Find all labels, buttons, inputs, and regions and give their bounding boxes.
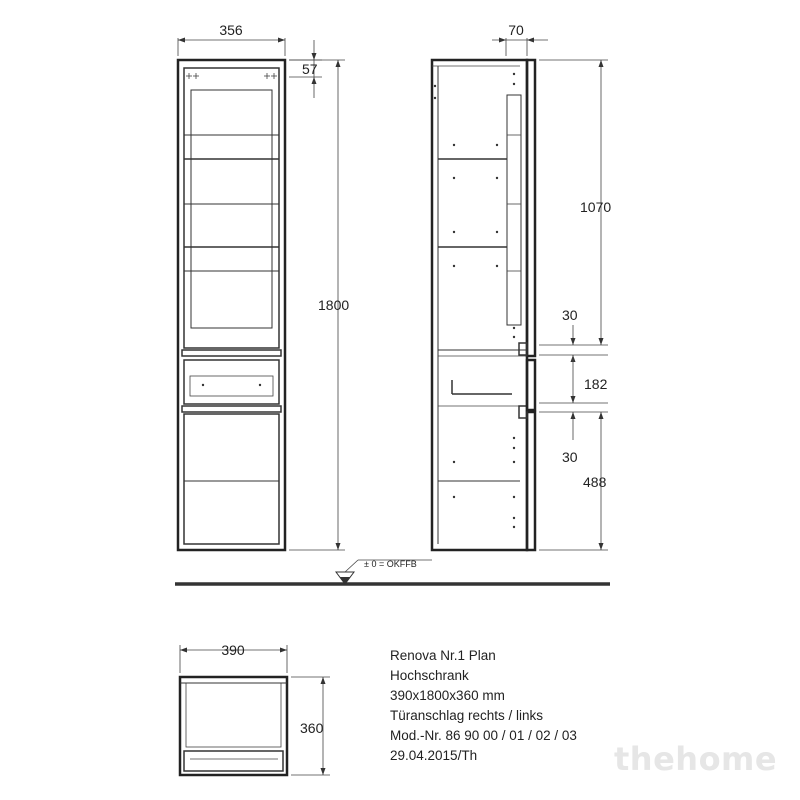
product-name: Renova Nr.1 Plan bbox=[390, 648, 496, 663]
plan-outline bbox=[180, 677, 287, 775]
floor-line bbox=[175, 559, 610, 584]
plan-inner bbox=[186, 683, 281, 747]
front-lower-door bbox=[184, 414, 279, 544]
front-cabinet-outline bbox=[178, 60, 285, 550]
front-drawer bbox=[184, 360, 279, 404]
hinge-marks bbox=[186, 73, 277, 79]
front-view bbox=[178, 60, 285, 550]
front-drawer-rail-bottom bbox=[182, 406, 281, 412]
dim-plan-width: 390 bbox=[221, 642, 245, 658]
side-drawer-front bbox=[527, 360, 535, 410]
watermark-logo: thehome bbox=[614, 740, 778, 778]
model-numbers: Mod.-Nr. 86 90 00 / 01 / 02 / 03 bbox=[390, 728, 577, 743]
product-type: Hochschrank bbox=[390, 668, 469, 683]
front-dimensions bbox=[178, 22, 349, 550]
front-drawer-rail-top bbox=[182, 350, 281, 356]
product-size: 390x1800x360 mm bbox=[390, 688, 505, 703]
plan-door bbox=[184, 751, 283, 771]
side-glass-door bbox=[507, 95, 521, 325]
dim-top-offset: 57 bbox=[302, 61, 318, 77]
dim-gap-lower: 30 bbox=[562, 449, 578, 465]
door-hinge-note: Türanschlag rechts / links bbox=[390, 708, 544, 723]
dim-plan-depth: 360 bbox=[300, 720, 324, 736]
dim-front-width: 356 bbox=[219, 22, 243, 38]
floor-level-label: ± 0 = OKFFB bbox=[364, 559, 417, 569]
dim-upper-height: 1070 bbox=[580, 199, 612, 215]
dim-lower-height: 488 bbox=[583, 474, 607, 490]
shelf-pins bbox=[434, 73, 515, 528]
dim-gap-upper: 30 bbox=[562, 307, 578, 323]
side-door-lower bbox=[527, 412, 535, 550]
dim-total-height: 1800 bbox=[318, 297, 350, 313]
front-glass-pane bbox=[191, 90, 272, 328]
product-info-block bbox=[390, 646, 577, 766]
dim-drawer-height: 182 bbox=[584, 376, 608, 392]
plan-view bbox=[180, 642, 330, 775]
side-cabinet-outline bbox=[432, 60, 527, 550]
front-glass-door bbox=[184, 68, 279, 348]
drawing-date: 29.04.2015/Th bbox=[390, 748, 478, 763]
front-shelves bbox=[184, 135, 279, 271]
side-view bbox=[432, 60, 535, 550]
side-door-upper bbox=[527, 60, 535, 356]
side-dimensions bbox=[492, 22, 611, 550]
dim-side-depth-top: 70 bbox=[508, 22, 524, 38]
